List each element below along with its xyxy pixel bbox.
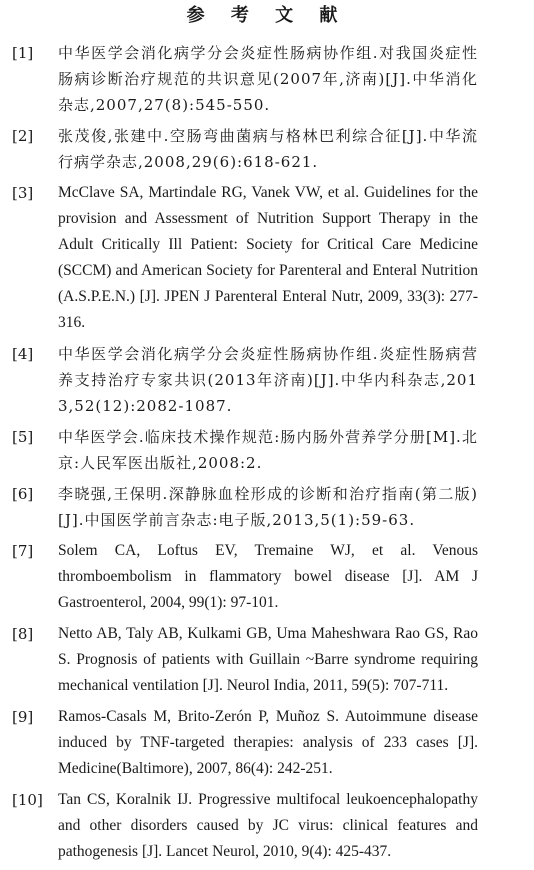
reference-number: [1] <box>12 44 34 62</box>
reference-text: 中华医学会消化病学分会炎症性肠病协作组.炎症性肠病营养支持治疗专家共识(2013年济南)[J].中华内科杂志,2013,52(12):2082-1087. <box>58 345 478 415</box>
reference-text: McClave SA, Martindale RG, Vanek VW, et al. Guidelines for the provision and Assessment of Nutrition Support Therapy in the Adult Critically Ill Patient: Society for Critical Care Medicine (SCCM) and American Society for Parenteral and Enteral Nutrition (A.S.P.E.N.) [J]. JPEN J Parenteral Enteral Nutr, 2009, 33(3): 277-316. <box>58 184 478 331</box>
reference-text: Netto AB, Taly AB, Kulkami GB, Uma Maheshwara Rao GS, Rao S. Prognosis of patients with Guillain ~Barre syndrome requiring mechanical ventilation [J]. Neurol India, 2011, 59(5): 707-711. <box>58 625 478 694</box>
reference-number: [2] <box>12 127 34 145</box>
reference-text: Tan CS, Koralnik IJ. Progressive multifocal leukoencephalopathy and other disorders caused by JC virus: clinical features and pathogenesis [J]. Lancet Neurol, 2010, 9(4): 425-437. <box>58 791 478 860</box>
reference-item-5 <box>0 424 534 476</box>
reference-number: [5] <box>12 428 34 446</box>
reference-item-7 <box>0 538 534 616</box>
reference-item-4 <box>0 341 534 419</box>
reference-text: 中华医学会消化病学分会炎症性肠病协作组.对我国炎症性肠病诊断治疗规范的共识意见(2007年,济南)[J].中华消化杂志,2007,27(8):545-550. <box>58 44 478 114</box>
reference-item-6 <box>0 481 534 533</box>
reference-text: 李晓强,王保明.深静脉血栓形成的诊断和治疗指南(第二版)[J].中国医学前言杂志:电子版,2013,5(1):59-63. <box>58 485 478 529</box>
reference-text: 中华医学会.临床技术操作规范:肠内肠外营养学分册[M].北京:人民军医出版社,2008:2. <box>58 428 478 472</box>
reference-text: Solem CA, Loftus EV, Tremaine WJ, et al. Venous thromboembolism in flammatory bowel disease [J]. AM J Gastroenterol, 2004, 99(1): 97-101. <box>58 542 478 611</box>
reference-number: [3] <box>12 184 34 202</box>
reference-item-3 <box>0 180 534 336</box>
reference-number: [9] <box>12 708 34 726</box>
reference-item-1 <box>0 40 534 118</box>
reference-text: Ramos-Casals M, Brito-Zerón P, Muñoz S. Autoimmune disease induced by TNF-targeted therapies: analysis of 233 cases [J]. Medicine(Baltimore), 2007, 86(4): 242-251. <box>58 708 478 777</box>
references-heading: 参 考 文 献 <box>186 5 348 26</box>
reference-number: [7] <box>12 542 34 560</box>
reference-number: [8] <box>12 625 34 643</box>
reference-item-9 <box>0 704 534 782</box>
reference-number: [4] <box>12 345 34 363</box>
reference-item-10 <box>0 787 534 865</box>
reference-item-8 <box>0 621 534 699</box>
reference-list <box>0 40 534 870</box>
reference-item-2 <box>0 123 534 175</box>
reference-number: [10] <box>12 791 43 809</box>
reference-text: 张茂俊,张建中.空肠弯曲菌病与格林巴利综合征[J].中华流行病学杂志,2008,29(6):618-621. <box>58 127 478 171</box>
reference-number: [6] <box>12 485 34 503</box>
